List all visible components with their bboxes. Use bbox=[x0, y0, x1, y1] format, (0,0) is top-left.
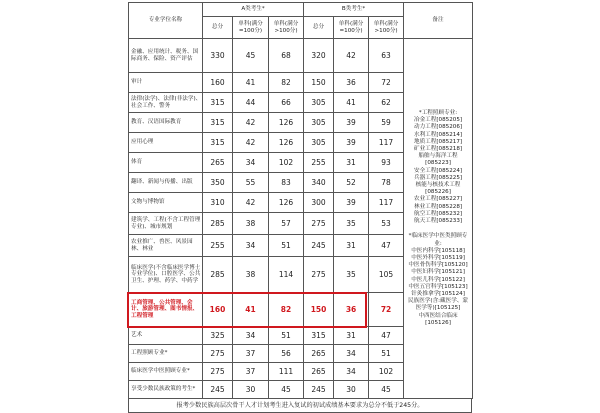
table-row bbox=[129, 39, 473, 73]
score-cell-b-total: 300 bbox=[304, 193, 334, 213]
score-cell-a-sgt: 102 bbox=[269, 153, 304, 173]
engineering-note-item: 核能与核技术工程[085226] bbox=[415, 182, 461, 196]
score-cell-b-total: 305 bbox=[304, 133, 334, 153]
medicine-note-item: 针灸推拿学[105124] bbox=[411, 290, 465, 297]
score-cell-b-sgt: 93 bbox=[369, 153, 404, 173]
score-cell-b-s100: 31 bbox=[334, 153, 369, 173]
header-major-name: 专业学位名称 bbox=[129, 3, 203, 39]
major-name-cell: 文物与博物馆 bbox=[129, 193, 203, 213]
score-cell-a-s100: 45 bbox=[233, 39, 269, 73]
score-cell-b-total: 275 bbox=[304, 213, 334, 235]
score-cell-b-sgt: 53 bbox=[369, 213, 404, 235]
score-cell-a-total: 255 bbox=[203, 235, 233, 257]
header-b-single-100: 单科(满分=100分) bbox=[334, 17, 369, 39]
major-name-cell: 翻译、新闻与传播、出版 bbox=[129, 173, 203, 193]
notes-cell bbox=[404, 39, 473, 399]
header-b-single-gt100: 单科(满分>100分) bbox=[369, 17, 404, 39]
score-cell-a-total: 310 bbox=[203, 193, 233, 213]
engineering-note-item: 地质工程[085217] bbox=[413, 138, 463, 145]
score-cell-a-sgt: 57 bbox=[269, 213, 304, 235]
header-notes: 备注 bbox=[404, 3, 473, 39]
major-name-cell: 审计 bbox=[129, 73, 203, 93]
score-cell-a-total: 160 bbox=[203, 73, 233, 93]
score-cell-b-s100: 36 bbox=[334, 293, 369, 327]
major-name-cell: 农业推广、兽医、风景园林、林业 bbox=[129, 235, 203, 257]
score-cell-a-sgt: 83 bbox=[269, 173, 304, 193]
footnote: 报考少数民族高层次骨干人才计划考生进入复试的初试成绩基本要求为总分不低于245分。 bbox=[128, 399, 472, 413]
major-name-cell: 建筑学、工程(不含工程管理专业)、城市规划 bbox=[129, 213, 203, 235]
major-name-cell: 法律(法学)、法律(非法学)、社会工作、警务 bbox=[129, 93, 203, 113]
score-cell-a-total: 265 bbox=[203, 153, 233, 173]
score-cell-a-total: 315 bbox=[203, 133, 233, 153]
score-cell-b-total: 150 bbox=[304, 293, 334, 327]
score-cell-a-sgt: 82 bbox=[269, 73, 304, 93]
major-name-cell: 体育 bbox=[129, 153, 203, 173]
engineering-note-item: 林业工程[085228] bbox=[413, 203, 463, 210]
score-cell-b-s100: 35 bbox=[334, 213, 369, 235]
score-cell-a-s100: 42 bbox=[233, 133, 269, 153]
score-cell-a-total: 330 bbox=[203, 39, 233, 73]
score-cell-b-sgt: 62 bbox=[369, 93, 404, 113]
score-cell-b-sgt: 105 bbox=[369, 257, 404, 293]
medicine-note-item: 中医骨伤科学[105120] bbox=[408, 262, 468, 269]
score-cell-b-total: 340 bbox=[304, 173, 334, 193]
score-cell-b-total: 265 bbox=[304, 363, 334, 381]
score-cell-a-sgt: 45 bbox=[269, 381, 304, 399]
header-group-a: A类考生* bbox=[203, 3, 304, 17]
engineering-note-item: 水利工程[085214] bbox=[413, 131, 463, 138]
engineering-note-item: 航天工程[085233] bbox=[413, 218, 463, 225]
score-cell-b-s100: 31 bbox=[334, 327, 369, 345]
score-cell-b-total: 255 bbox=[304, 153, 334, 173]
score-cell-b-s100: 36 bbox=[334, 73, 369, 93]
score-cell-b-s100: 42 bbox=[334, 39, 369, 73]
engineering-note-item: 船舶与海洋工程[085223] bbox=[418, 153, 458, 167]
major-name-cell: 临床医学(不含临床医学博士专业学位)、口腔医学、公共卫生、护理、药学、中药学 bbox=[129, 257, 203, 293]
score-cell-b-total: 305 bbox=[304, 113, 334, 133]
score-cell-b-sgt: 72 bbox=[369, 73, 404, 93]
engineering-note-item: 矿业工程[085218] bbox=[413, 146, 463, 153]
engineering-note-item: 安全工程[085224] bbox=[413, 167, 463, 174]
score-table bbox=[128, 2, 473, 399]
score-cell-a-sgt: 56 bbox=[269, 345, 304, 363]
score-cell-a-s100: 41 bbox=[233, 73, 269, 93]
score-cell-b-s100: 41 bbox=[334, 93, 369, 113]
engineering-notes-title: *工程照顾专业: bbox=[418, 110, 458, 117]
score-cell-a-total: 245 bbox=[203, 381, 233, 399]
score-cell-a-s100: 42 bbox=[233, 113, 269, 133]
score-cell-a-s100: 44 bbox=[233, 93, 269, 113]
score-cell-a-s100: 34 bbox=[233, 327, 269, 345]
major-name-cell: 临床医学中医照顾专业* bbox=[129, 363, 203, 381]
medicine-note-item: 中医五官科学[105123] bbox=[408, 283, 468, 290]
header-b-total: 总分 bbox=[304, 17, 334, 39]
score-cell-a-sgt: 51 bbox=[269, 235, 304, 257]
score-cell-b-total: 245 bbox=[304, 381, 334, 399]
engineering-note-item: 兵器工程[085225] bbox=[413, 174, 463, 181]
score-cell-b-sgt: 102 bbox=[369, 363, 404, 381]
score-cell-b-total: 275 bbox=[304, 257, 334, 293]
score-cell-a-total: 350 bbox=[203, 173, 233, 193]
score-cell-a-s100: 38 bbox=[233, 257, 269, 293]
score-cell-a-total: 285 bbox=[203, 213, 233, 235]
score-cell-b-s100: 34 bbox=[334, 345, 369, 363]
header-a-total: 总分 bbox=[203, 17, 233, 39]
score-cell-a-s100: 38 bbox=[233, 213, 269, 235]
score-cell-b-sgt: 59 bbox=[369, 113, 404, 133]
score-cell-a-total: 275 bbox=[203, 363, 233, 381]
score-cell-a-sgt: 66 bbox=[269, 93, 304, 113]
score-cell-a-total: 315 bbox=[203, 113, 233, 133]
score-cell-a-sgt: 68 bbox=[269, 39, 304, 73]
score-cell-b-sgt: 63 bbox=[369, 39, 404, 73]
score-cell-a-s100: 34 bbox=[233, 235, 269, 257]
score-cell-a-sgt: 126 bbox=[269, 193, 304, 213]
score-cell-a-total: 160 bbox=[203, 293, 233, 327]
score-cell-a-s100: 55 bbox=[233, 173, 269, 193]
score-cell-b-sgt: 47 bbox=[369, 235, 404, 257]
score-cell-b-total: 150 bbox=[304, 73, 334, 93]
score-cell-a-sgt: 126 bbox=[269, 113, 304, 133]
major-name-cell: 工商管理、公共管理、会计、旅游管理、图书情报、工程管理 bbox=[129, 293, 203, 327]
header-a-single-gt100: 单科(满分>100分) bbox=[269, 17, 304, 39]
score-cell-a-total: 275 bbox=[203, 345, 233, 363]
engineering-note-item: 动力工程[085206] bbox=[413, 124, 463, 131]
medicine-note-item: 民族医学(含:藏医学、蒙医学等)[105125] bbox=[408, 298, 469, 312]
score-cell-b-s100: 30 bbox=[334, 381, 369, 399]
score-cell-b-s100: 35 bbox=[334, 257, 369, 293]
score-cell-b-sgt: 117 bbox=[369, 133, 404, 153]
engineering-note-item: 冶金工程[085205] bbox=[413, 117, 463, 124]
score-cell-b-total: 320 bbox=[304, 39, 334, 73]
score-cell-b-sgt: 51 bbox=[369, 345, 404, 363]
score-cell-b-sgt: 72 bbox=[369, 293, 404, 327]
medicine-notes bbox=[406, 233, 470, 327]
medicine-note-item: 中医儿科学[105122] bbox=[411, 276, 465, 283]
medicine-note-item: 中医妇科学[105121] bbox=[411, 269, 465, 276]
score-cell-b-s100: 31 bbox=[334, 235, 369, 257]
score-cell-b-total: 305 bbox=[304, 93, 334, 113]
score-cell-a-s100: 37 bbox=[233, 363, 269, 381]
major-name-cell: 应用心理 bbox=[129, 133, 203, 153]
score-cell-a-total: 285 bbox=[203, 257, 233, 293]
major-name-cell: 享受少数民族政策的考生* bbox=[129, 381, 203, 399]
score-cell-a-s100: 37 bbox=[233, 345, 269, 363]
score-cell-a-sgt: 82 bbox=[269, 293, 304, 327]
score-cell-a-s100: 34 bbox=[233, 153, 269, 173]
engineering-note-item: 航空工程[085232] bbox=[413, 210, 463, 217]
header-a-single-100: 单科(满分=100分) bbox=[233, 17, 269, 39]
score-cell-b-total: 265 bbox=[304, 345, 334, 363]
score-cell-b-s100: 52 bbox=[334, 173, 369, 193]
score-cell-b-sgt: 117 bbox=[369, 193, 404, 213]
header-group-b: B类考生* bbox=[304, 3, 404, 17]
medicine-note-item: 中医内科学[105118] bbox=[411, 247, 465, 254]
score-cell-b-s100: 39 bbox=[334, 133, 369, 153]
score-cell-a-sgt: 114 bbox=[269, 257, 304, 293]
score-cell-b-total: 245 bbox=[304, 235, 334, 257]
major-name-cell: 教育、汉语国际教育 bbox=[129, 113, 203, 133]
score-cell-a-sgt: 51 bbox=[269, 327, 304, 345]
score-cell-a-total: 315 bbox=[203, 93, 233, 113]
medicine-note-item: 中西医结合临床[105126] bbox=[418, 312, 458, 326]
engineering-note-item: 农业工程[085227] bbox=[413, 196, 463, 203]
score-cell-b-s100: 39 bbox=[334, 193, 369, 213]
score-cell-a-sgt: 111 bbox=[269, 363, 304, 381]
score-cell-b-sgt: 45 bbox=[369, 381, 404, 399]
major-name-cell: 工程照顾专业* bbox=[129, 345, 203, 363]
score-cell-a-s100: 30 bbox=[233, 381, 269, 399]
score-cell-b-s100: 39 bbox=[334, 113, 369, 133]
score-cell-a-s100: 42 bbox=[233, 193, 269, 213]
score-cell-b-sgt: 47 bbox=[369, 327, 404, 345]
major-name-cell: 艺术 bbox=[129, 327, 203, 345]
score-cell-b-sgt: 78 bbox=[369, 173, 404, 193]
score-cell-b-s100: 34 bbox=[334, 363, 369, 381]
medicine-notes-title: *临床医学中医类照顾专业: bbox=[408, 233, 468, 247]
medicine-note-item: 中医外科学[105119] bbox=[411, 254, 465, 261]
score-cell-a-sgt: 126 bbox=[269, 133, 304, 153]
score-cell-a-total: 325 bbox=[203, 327, 233, 345]
score-cell-b-total: 315 bbox=[304, 327, 334, 345]
major-name-cell: 金融、应用统计、税务、国际商务、保险、资产评估 bbox=[129, 39, 203, 73]
engineering-notes bbox=[406, 110, 470, 225]
score-cell-a-s100: 41 bbox=[233, 293, 269, 327]
